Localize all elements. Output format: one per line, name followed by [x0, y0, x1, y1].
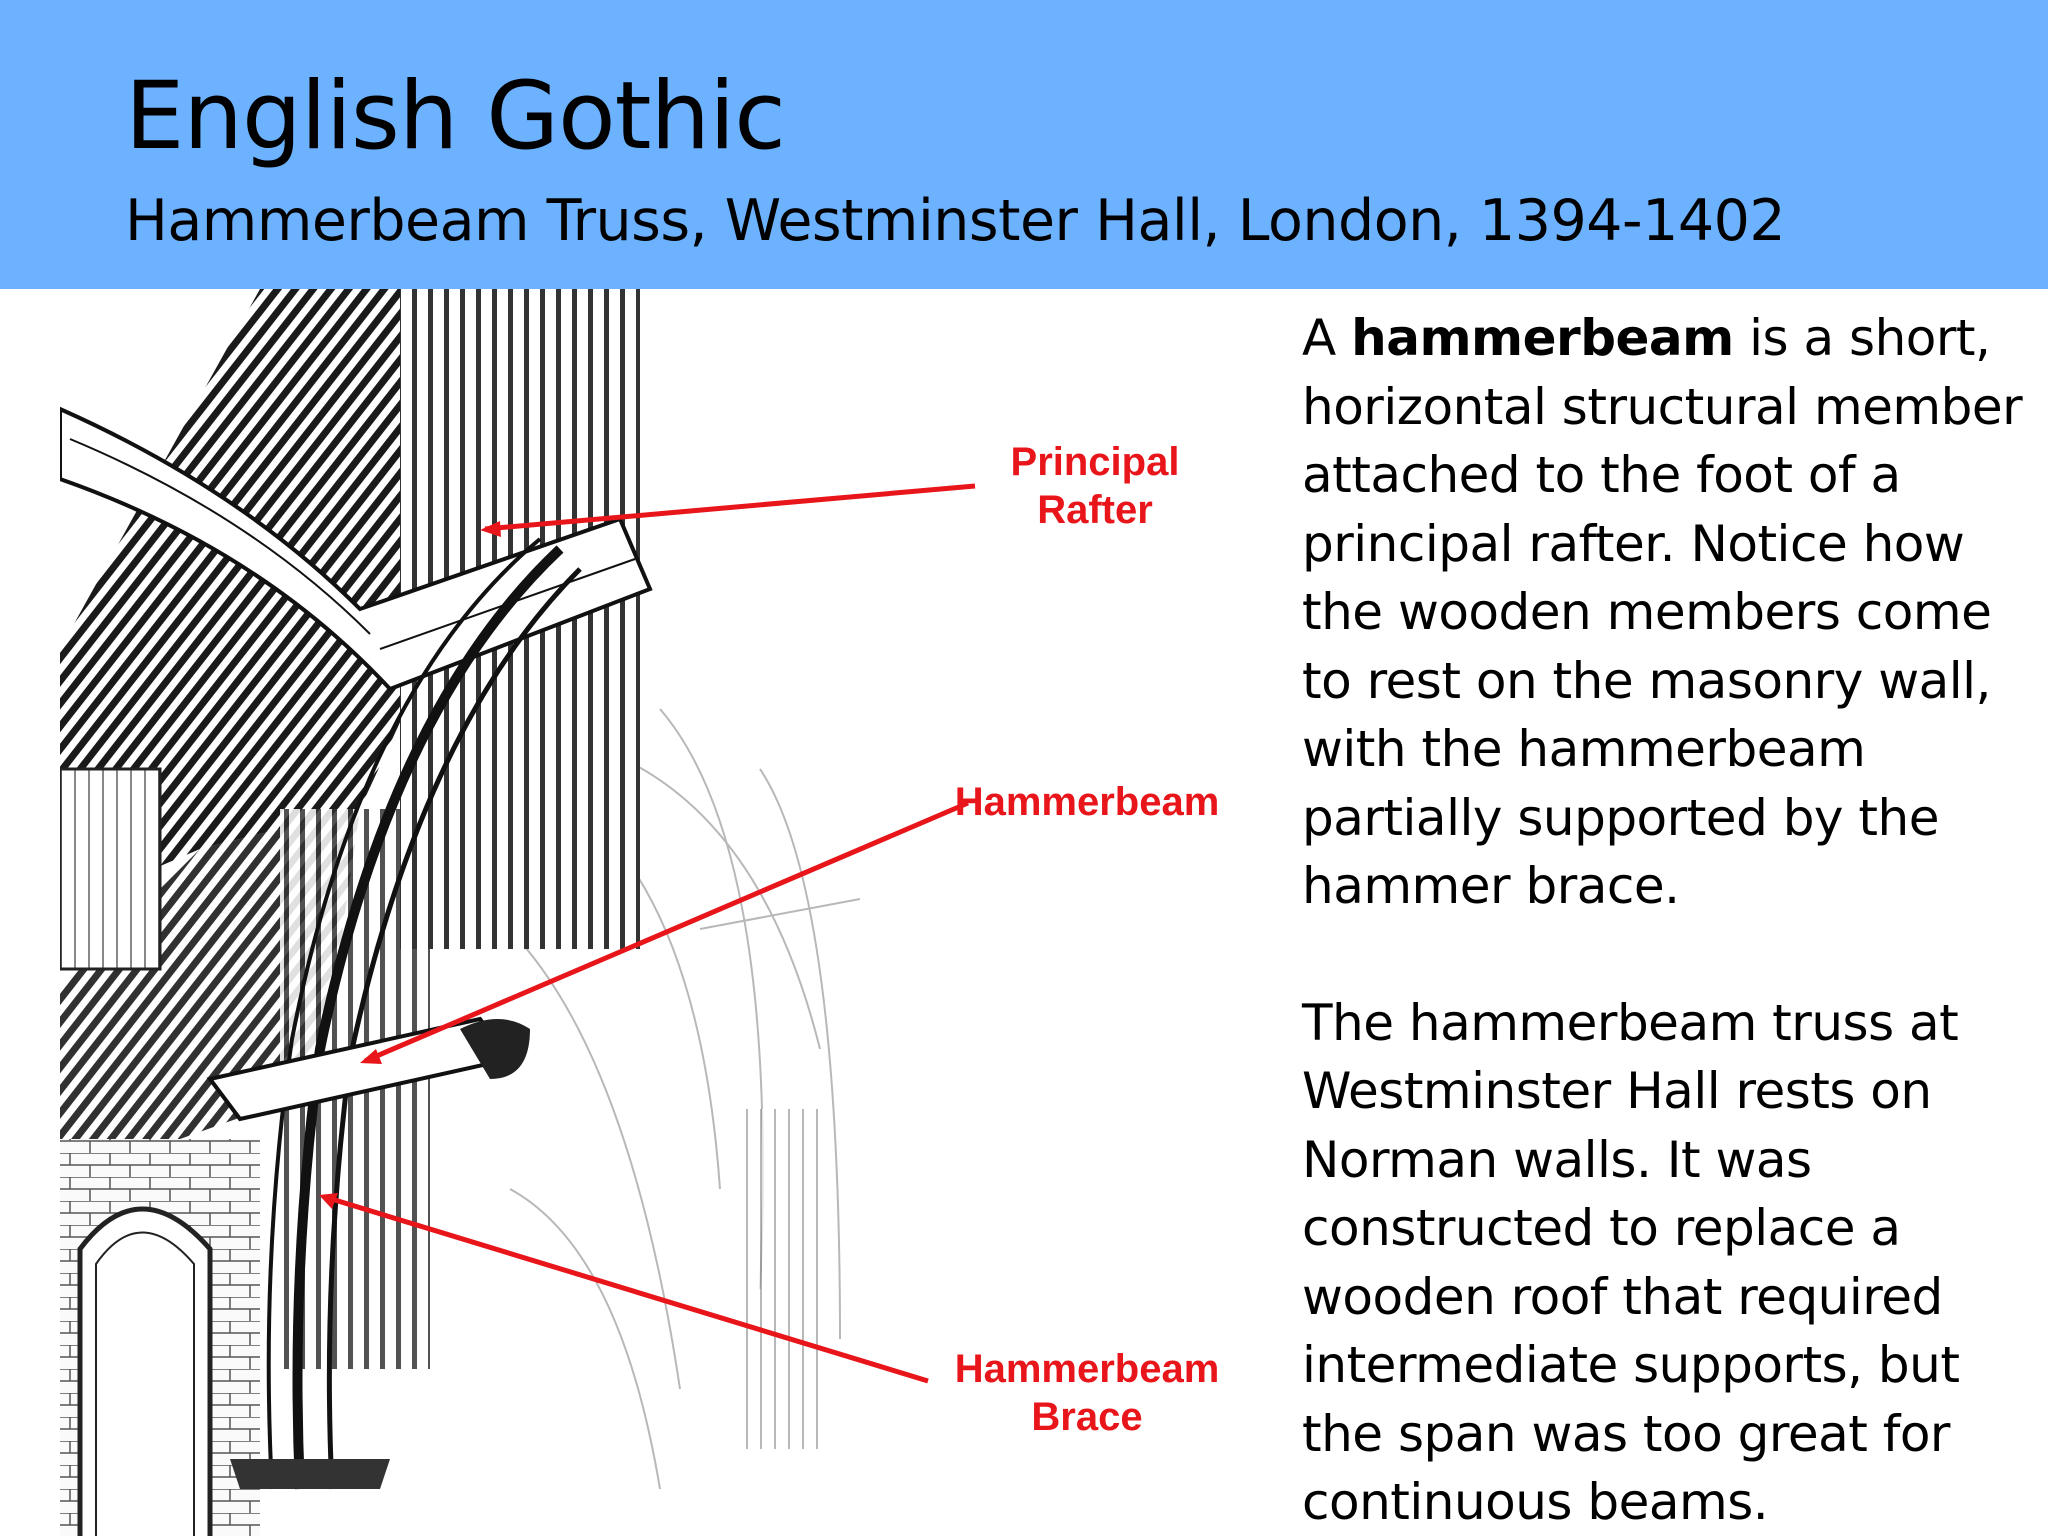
slide-title: English Gothic	[125, 62, 785, 171]
callout-principal-rafter	[990, 438, 1200, 534]
left-window	[60, 769, 160, 969]
description-paragraph-1	[1302, 304, 2042, 921]
callout-line: Hammerbeam	[954, 780, 1220, 824]
background-paneling	[740, 1109, 830, 1449]
left-masonry-wall	[60, 1139, 260, 1536]
text-run: is a short, horizontal structural member attached to the foot of a principal rafter. Notice how the wooden members come to rest on the masonry wall, with the hammerbeam partially supported by the hammer brace.	[1302, 309, 2023, 915]
callout-line: Brace	[1031, 1395, 1143, 1439]
text-run: A	[1302, 309, 1352, 367]
wall-corbel	[230, 1459, 390, 1489]
callout-line: Principal	[1010, 440, 1180, 484]
callout-hammerbeam-brace	[952, 1345, 1222, 1441]
callout-hammerbeam	[952, 778, 1222, 826]
description-paragraph-2: The hammerbeam truss at Westminster Hall rests on Norman walls. It was constructed to replace a wooden roof that required intermediate supports, but the span was too great for continuous beams.	[1302, 993, 1960, 1531]
callout-line: Rafter	[1037, 488, 1153, 532]
title-banner	[0, 0, 2048, 289]
callout-line: Hammerbeam	[954, 1347, 1220, 1391]
description-text	[1302, 304, 2042, 1537]
slide-subtitle: Hammerbeam Truss, Westminster Hall, London, 1394-1402	[125, 188, 1786, 254]
term-hammerbeam: hammerbeam	[1351, 309, 1734, 367]
